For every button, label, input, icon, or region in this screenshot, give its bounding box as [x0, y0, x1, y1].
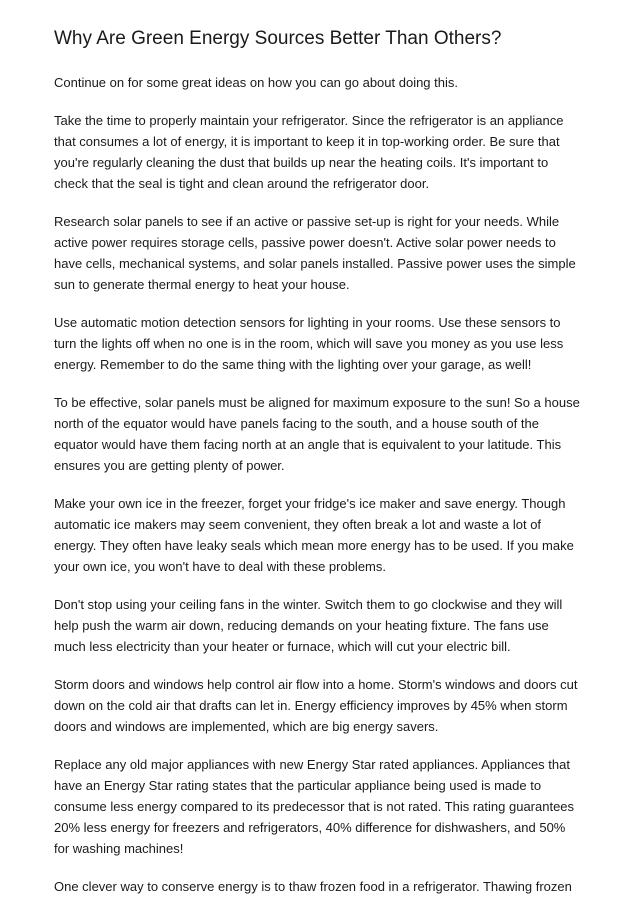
ceiling-fans-paragraph: Don't stop using your ceiling fans in the winter. Switch them to go clockwise and they will help push the warm air down, reducing demands on your heating fixture. The fans use much less electricity than your heater or furnace, which will cut your electric bill.	[54, 597, 563, 654]
ice-maker-paragraph: Make your own ice in the freezer, forget your fridge's ice maker and save energy. Though automatic ice makers may seem convenient, they often break a lot and waste a lot of energy. They often have leaky seals which mean more energy has to be used. If you make your own ice, you won't have to deal with these problems.	[54, 496, 574, 574]
storm-doors-paragraph: Storm doors and windows help control air flow into a home. Storm's windows and doors cut down on the cold air that drafts can let in. Energy efficiency improves by 45% when storm doors and windows are implemented, which are big energy savers.	[54, 677, 578, 734]
energy-star-paragraph: Replace any old major appliances with new Energy Star rated appliances. Appliances that have an Energy Star rating states that the particular appliance being used is made to consume less energy compared to its predecessor that is not rated. This rating guarantees 20% less energy for freezers and refrigerators, 40% difference for dishwashers, and 50% for washing machines!	[54, 757, 575, 856]
motion-sensors-paragraph: Use automatic motion detection sensors for lighting in your rooms. Use these sensors to turn the lights off when no one is in the room, which will save you money as you use less energy. Remember to do the same thing with the lighting over your garage, as well!	[54, 315, 564, 372]
document-page	[54, 26, 584, 914]
thaw-food-paragraph: One clever way to conserve energy is to thaw frozen food in a refrigerator. Thawing frozen	[54, 879, 572, 894]
solar-alignment-paragraph: To be effective, solar panels must be aligned for maximum exposure to the sun! So a house north of the equator would have panels facing to the south, and a house south of the equator would have them facing north at an angle that is equivalent to your latitude. This ensures you are getting plenty of power.	[54, 395, 580, 473]
intro-paragraph: Continue on for some great ideas on how you can go about doing this.	[54, 75, 458, 90]
page-title: Why Are Green Energy Sources Better Than Others?	[54, 28, 502, 49]
refrigerator-paragraph: Take the time to properly maintain your refrigerator. Since the refrigerator is an appliance that consumes a lot of energy, it is important to keep it in top-working order. Be sure that you're regularly cleaning the dust that builds up near the heating coils. It's important to check that the seal is tight and clean around the refrigerator door.	[54, 113, 564, 191]
solar-panels-paragraph: Research solar panels to see if an active or passive set-up is right for your needs. While active power requires storage cells, passive power doesn't. Active solar power needs to have cells, mechanical systems, and solar panels installed. Passive power uses the simple sun to generate thermal energy to heat your house.	[54, 214, 576, 292]
